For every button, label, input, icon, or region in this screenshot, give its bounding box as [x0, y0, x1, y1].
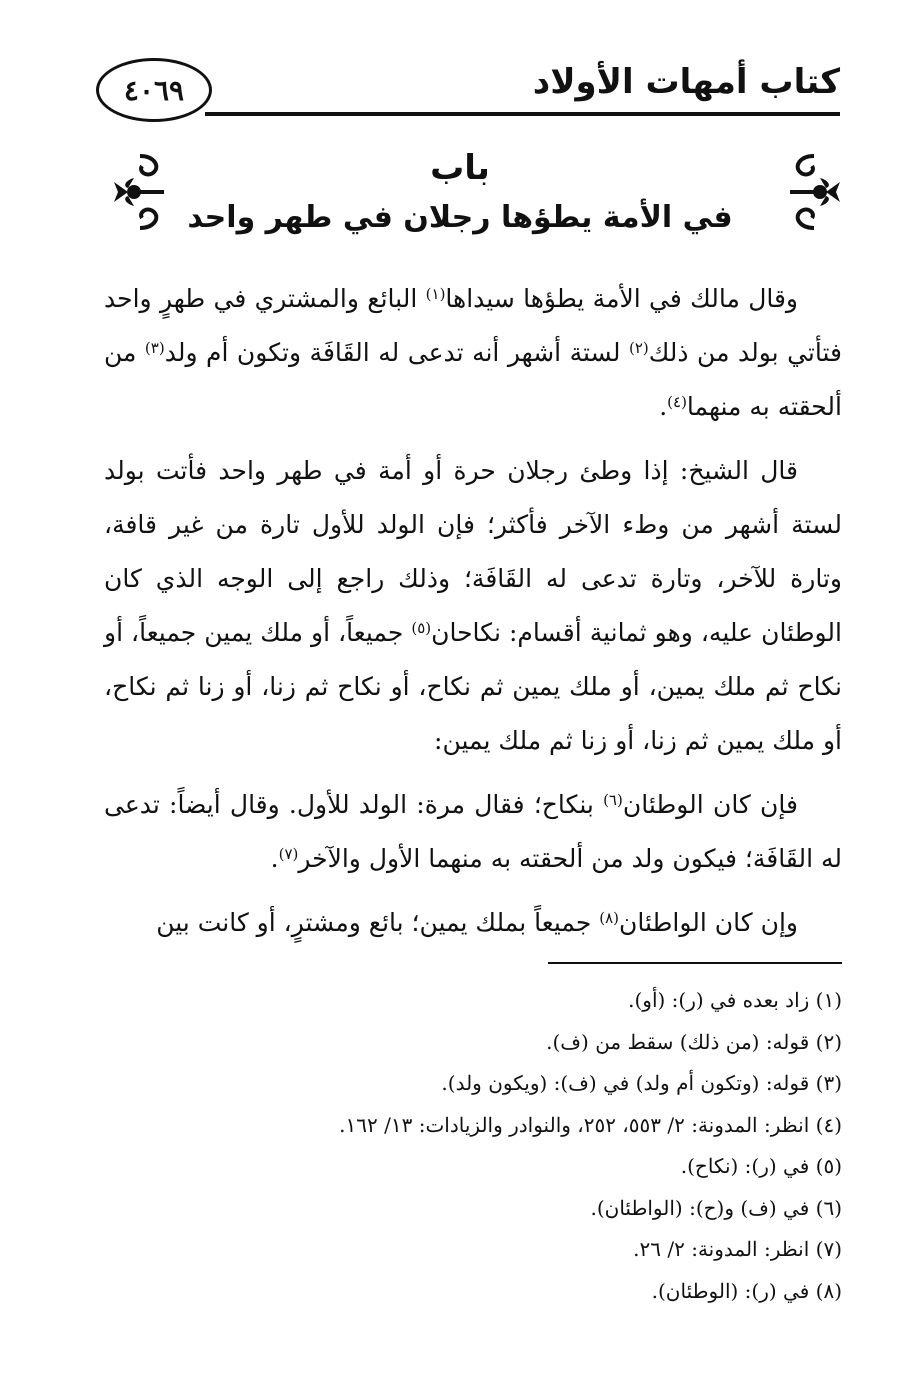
paragraph-text: بنكاح؛ فقال مرة: الولد للأول. وقال أيضاً: تدعى له القَافَة؛ فيكون ولد من ألحقته به منهما الأول والآخر [104, 790, 842, 873]
paragraph-text: جميعاً بملك يمين؛ بائع ومشترٍ، أو كانت بين [156, 908, 600, 937]
footnote-item: (٨) في (ر): (الوطئان). [651, 1278, 842, 1303]
body-text [104, 272, 842, 960]
footnote-item: (٤) انظر: المدونة: ٢/ ٥٥٣، ٢٥٢، والنوادر والزيادات: ١٣/ ١٦٢. [339, 1112, 842, 1137]
footnotes-list [104, 980, 842, 1312]
chapter-title: في الأمة يطؤها رجلان في طهر واحد [187, 200, 733, 235]
footnote-marker[interactable]: (٥) [411, 619, 432, 637]
footnote-marker[interactable]: (٨) [599, 909, 619, 927]
footnote-item: (٦) في (ف) و(ح): (الواطئان). [590, 1195, 842, 1220]
paragraph-text: قال الشيخ: إذا وطئ رجلان حرة أو أمة في طهر واحد فأتت بولد لستة أشهر من وطء الآخر فأكثر؛ فإن الولد للأول تارة من غير قافة، وتارة للآخر، وتارة تدعى له القَافَة؛ وذلك راجع إلى الوجه الذي كان الوطئان عليه، وهو ثمانية أقسام: نكاحان [104, 456, 842, 647]
footnote-separator [548, 962, 842, 964]
running-title: كتاب أمهات الأولاد [532, 62, 840, 102]
paragraph-text: جميعاً، أو ملك يمين جميعاً، أو نكاح ثم ملك يمين، أو ملك يمين ثم نكاح، أو نكاح ثم زنا، أو زنا ثم نكاح، أو ملك يمين ثم زنا، أو زنا ثم ملك يمين: [104, 618, 842, 755]
footnote-item: (٧) انظر: المدونة: ٢/ ٢٦. [633, 1237, 842, 1261]
footnote-marker[interactable]: (١) [425, 285, 446, 303]
body-paragraph [104, 444, 842, 768]
body-paragraph [104, 272, 842, 434]
footnote-marker[interactable]: (٦) [603, 791, 623, 809]
header-rule [205, 112, 840, 116]
paragraph-text: من ألحقته به منهما [104, 338, 842, 421]
footnote-marker[interactable]: (٤) [667, 393, 687, 411]
paragraph-text: . [270, 844, 279, 873]
paragraph-text: فإن كان الوطئان [622, 790, 798, 819]
footnote-item: (٣) قوله: (وتكون أم ولد) في (ف): (ويكون ولد). [441, 1071, 842, 1095]
footnote-marker[interactable]: (٧) [278, 845, 299, 863]
chapter-label: باب [430, 148, 490, 188]
paragraph-text: . [659, 392, 668, 421]
paragraph-text: وقال مالك في الأمة يطؤها سيداها [445, 284, 798, 313]
footnote-item: (١) زاد بعده في (ر): (أو). [628, 988, 842, 1012]
paragraph-text: البائع والمشتري في طهرٍ واحد فتأتي بولد من ذلك [104, 284, 842, 367]
paragraph-text: وإن كان الواطئان [619, 908, 798, 937]
page-number: ٤٠٦٩ [96, 58, 212, 122]
footnote-item: (٥) في (ر): (نكاح). [680, 1154, 842, 1178]
footnote-item: (٢) قوله: (من ذلك) سقط من (ف). [546, 1029, 842, 1054]
footnote-marker[interactable]: (٢) [628, 339, 649, 357]
body-paragraph [104, 778, 842, 886]
body-paragraph [104, 896, 842, 950]
footnote-marker[interactable]: (٣) [144, 339, 165, 357]
paragraph-text: لستة أشهر أنه تدعى له القَافَة وتكون أم ولد [164, 338, 629, 367]
